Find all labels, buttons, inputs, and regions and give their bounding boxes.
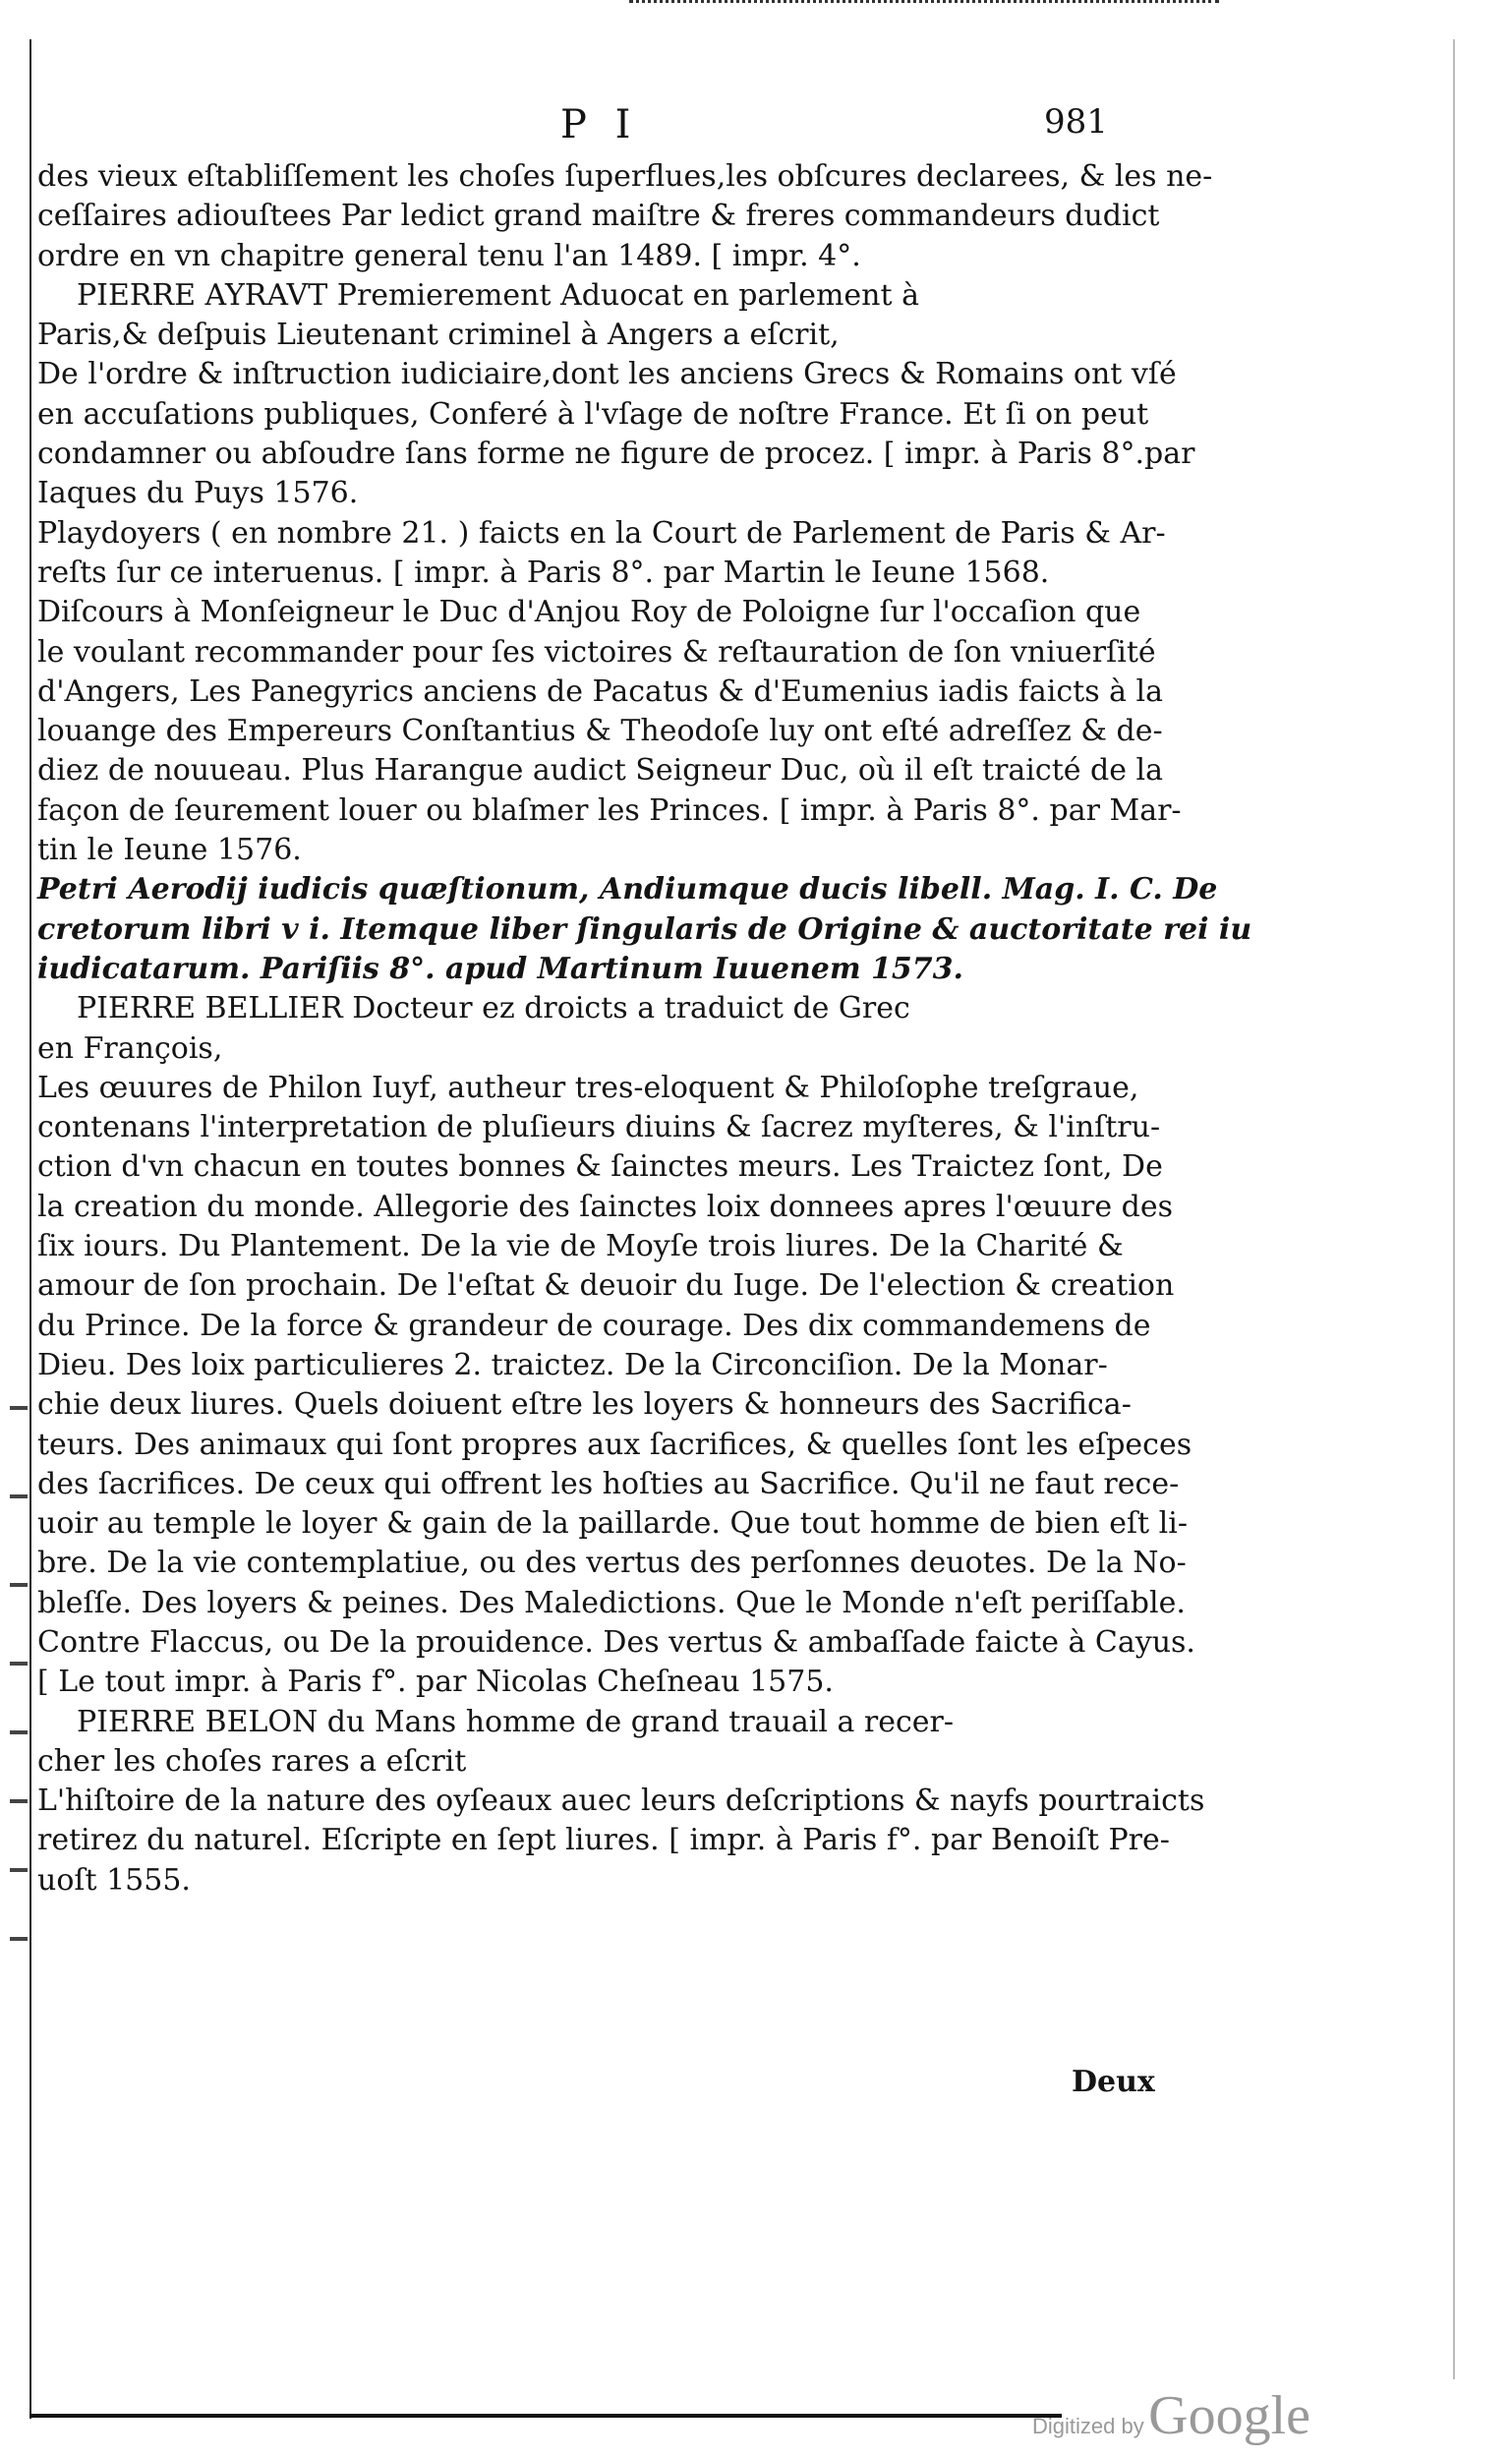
text-line: Petri Aerodij iudicis quæſtionum, Andiumque ducis libell. Mag. I. C. De	[37, 872, 1218, 907]
text-line: ction d'vn chacun en toutes bonnes & ſainctes meurs. Les Traictez ſont, De	[37, 1149, 1163, 1185]
text-line: du Prince. De la force & grandeur de courage. Des dix commandemens de	[37, 1308, 1151, 1343]
page-left-edge	[29, 39, 31, 2419]
text-line: Diſcours à Monſeigneur le Duc d'Anjou Roy de Poloigne ſur l'occaſion que	[37, 595, 1141, 630]
text-line: Contre Flaccus, ou De la prouidence. Des vertus & ambaſſade faicte à Cayus.	[37, 1624, 1195, 1660]
google-logo: Google	[1148, 2385, 1311, 2446]
text-line: la creation du monde. Allegorie des ſainctes loix donnees apres l'œuure des	[37, 1189, 1174, 1224]
watermark-prefix: Digitized by	[1032, 2414, 1144, 2438]
text-line: tin le Ieune 1576.	[37, 833, 302, 868]
text-line: d'Angers, Les Panegyrics anciens de Pacatus & d'Eumenius iadis faicts à la	[37, 673, 1164, 709]
text-line: teurs. Des animaux qui ſont propres aux ſacrifices, & quelles ſont les eſpeces	[37, 1427, 1192, 1462]
text-line: PIERRE BELON du Mans homme de grand trauail a recer-	[77, 1704, 955, 1739]
text-line: des ſacrifices. De ceux qui offrent les hoſties au Sacrifice. Qu'il ne faut rece-	[37, 1466, 1180, 1501]
text-line: façon de ſeurement louer ou blaſmer les Princes. [ impr. à Paris 8°. par Mar-	[37, 792, 1182, 828]
text-line: en accuſations publiques, Conferé à l'vſage de noſtre France. Et ſi on peut	[37, 396, 1149, 432]
text-line: diez de nouueau. Plus Harangue audict Seigneur Duc, où il eſt traicté de la	[37, 753, 1164, 789]
digitized-watermark	[1032, 2384, 1310, 2447]
text-line: Iaques du Puys 1576.	[37, 476, 359, 511]
text-line: reſts ſur ce interuenus. [ impr. à Paris 8°. par Martin le Ieune 1568.	[37, 555, 1050, 590]
text-line: le voulant recommander pour ſes victoires & reſtauration de ſon vniuerſité	[37, 634, 1156, 670]
text-line: Paris,& deſpuis Lieutenant criminel à Angers a eſcrit,	[37, 318, 840, 353]
running-header: P I	[560, 102, 639, 147]
text-line: Playdoyers ( en nombre 21. ) faicts en la Court de Parlement de Paris & Ar-	[37, 515, 1166, 551]
text-line: cretorum libri v i. Itemque liber ſingularis de Origine & auctoritate rei iu	[37, 911, 1252, 947]
text-line: iudicatarum. Pariſiis 8°. apud Martinum Iuuenem 1573.	[37, 951, 963, 986]
catchword: Deux	[1072, 2065, 1155, 2099]
text-line: PIERRE BELLIER Docteur ez droicts a traduict de Grec	[77, 991, 910, 1026]
text-line: ceſſaires adiouſtees Par ledict grand maiſtre & freres commandeurs dudict	[37, 199, 1160, 234]
text-line: des vieux eſtabliſſement les choſes ſuperflues,les obſcures declarees, & les ne-	[37, 159, 1213, 194]
text-line: chie deux liures. Quels doiuent eſtre les loyers & honneurs des Sacrifica-	[37, 1387, 1132, 1423]
text-line: Les œuures de Philon Iuyf, autheur tres-eloquent & Philoſophe treſgraue,	[37, 1070, 1139, 1105]
text-line: contenans l'interpretation de pluſieurs diuins & ſacrez myſteres, & l'inſtru-	[37, 1110, 1161, 1145]
text-line: bleſſe. Des loyers & peines. Des Maledictions. Que le Monde n'eſt periſſable.	[37, 1585, 1186, 1620]
text-line: De l'ordre & inſtruction iudiciaire,dont les anciens Grecs & Romains ont vſé	[37, 357, 1177, 392]
text-line: en François,	[37, 1030, 223, 1066]
text-line: L'hiſtoire de la nature des oyſeaux auec leurs deſcriptions & nayfs pourtraicts	[37, 1784, 1205, 1819]
margin-marks	[10, 1406, 39, 1996]
text-line: louange des Empereurs Conſtantius & Theodoſe luy ont eſté adreſſez & de-	[37, 714, 1163, 749]
text-line: amour de ſon prochain. De l'eſtat & deuoir du Iuge. De l'election & creation	[37, 1268, 1175, 1304]
text-line: PIERRE AYRAVT Premierement Aduocat en parlement à	[77, 277, 919, 313]
page-right-edge	[1453, 39, 1455, 2379]
text-line: ſix iours. Du Plantement. De la vie de Moyſe trois liures. De la Charité &	[37, 1229, 1124, 1264]
text-line: condamner ou abſoudre ſans forme ne figure de procez. [ impr. à Paris 8°.par	[37, 437, 1195, 472]
page-number: 981	[1044, 102, 1108, 142]
text-line: [ Le tout impr. à Paris f°. par Nicolas Cheſneau 1575.	[37, 1665, 834, 1700]
text-line: cher les choſes rares a eſcrit	[37, 1743, 467, 1779]
text-line: Dieu. Des loix particulieres 2. traictez. De la Circonciſion. De la Monar-	[37, 1347, 1108, 1382]
page-top-edge	[629, 0, 1219, 9]
text-line: ordre en vn chapitre general tenu l'an 1489. [ impr. 4°.	[37, 238, 861, 273]
text-line: bre. De la vie contemplatiue, ou des vertus des perſonnes deuotes. De la No-	[37, 1546, 1187, 1581]
page-bottom-edge	[29, 2414, 1062, 2418]
body-text	[37, 157, 1252, 1901]
text-line: uoſt 1555.	[37, 1862, 191, 1898]
text-line: uoir au temple le loyer & gain de la paillarde. Que tout homme de bien eſt li-	[37, 1506, 1188, 1542]
text-line: retirez du naturel. Eſcripte en ſept liures. [ impr. à Paris f°. par Benoiſt Pre-	[37, 1823, 1170, 1858]
